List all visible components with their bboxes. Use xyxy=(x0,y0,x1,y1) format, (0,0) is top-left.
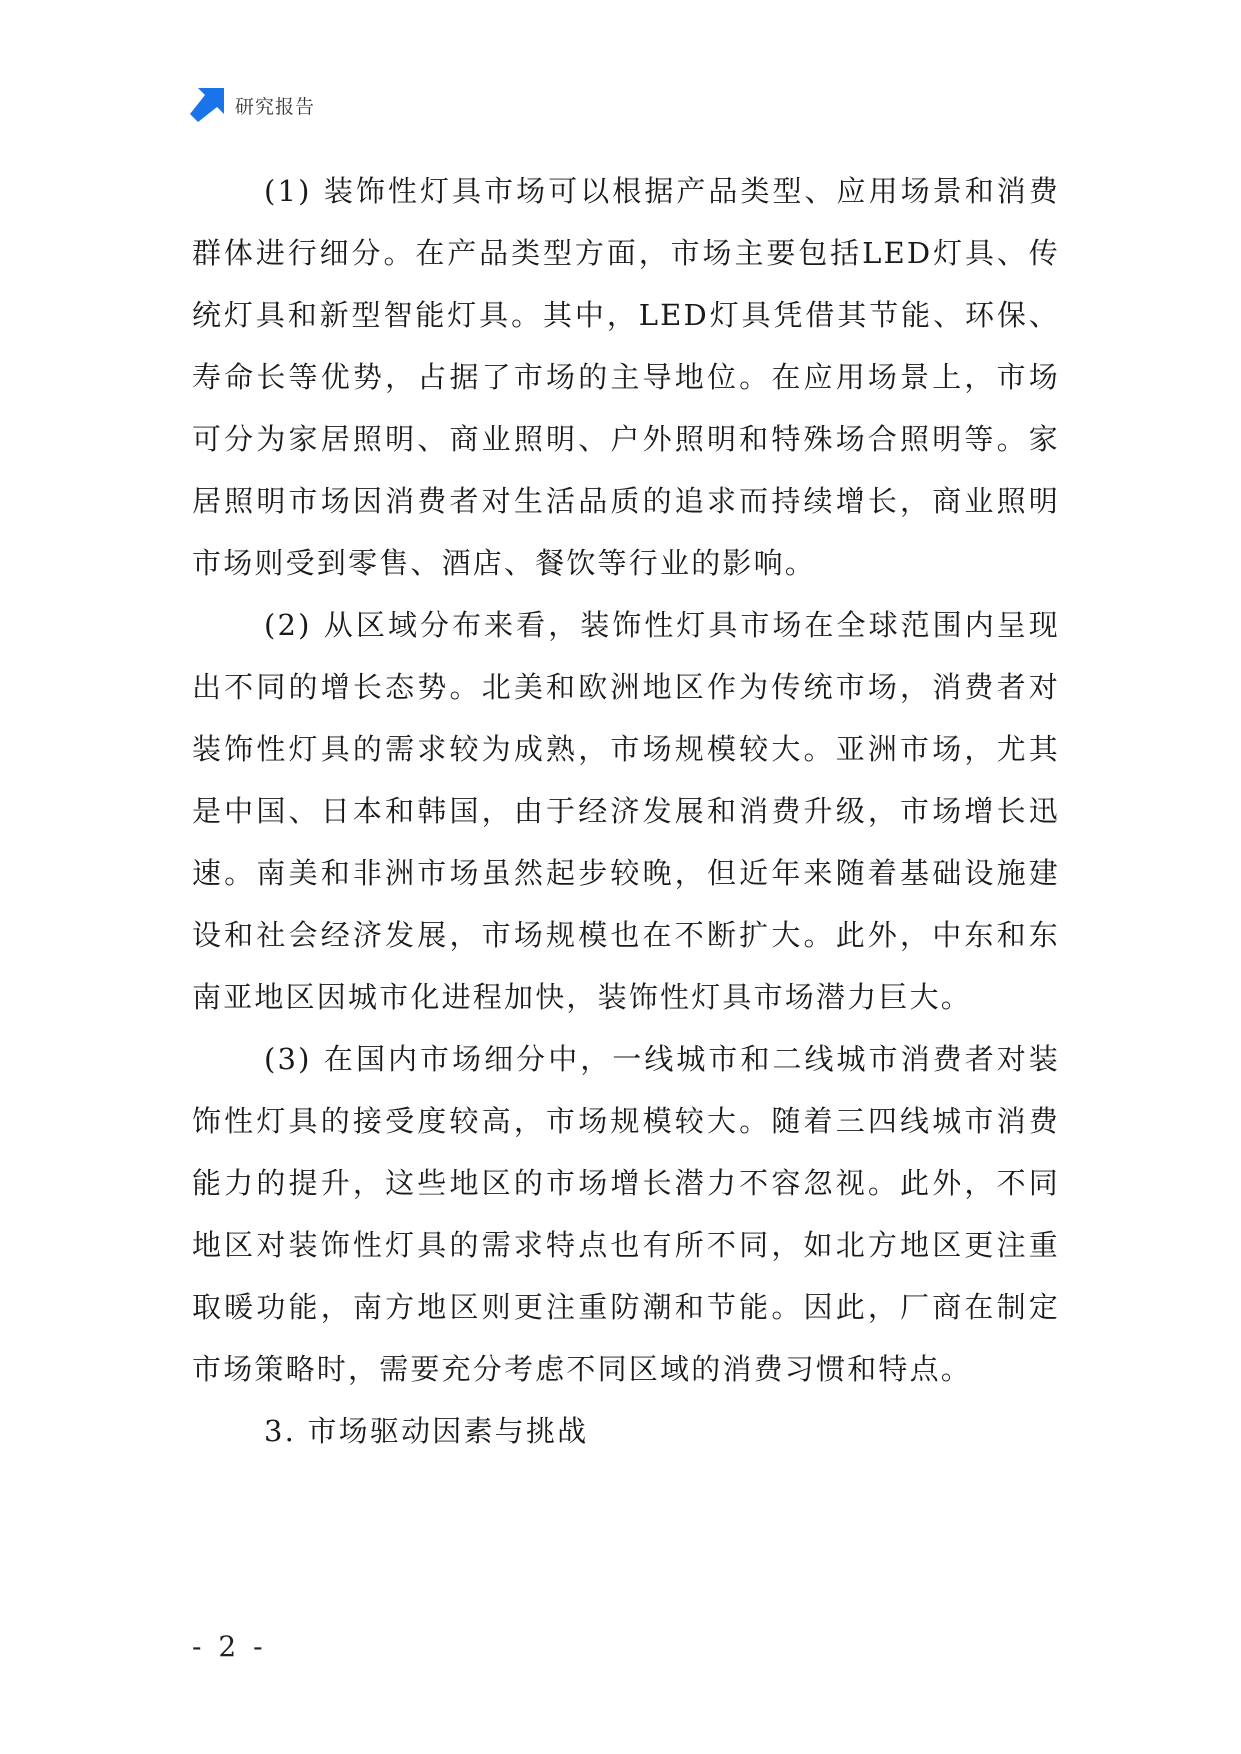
report-title: 研究报告 xyxy=(235,95,316,118)
page-header xyxy=(190,88,315,122)
section-heading: 3. 市场驱动因素与挑战 xyxy=(264,1414,589,1448)
paragraph-2: (2) 从区域分布来看，装饰性灯具市场在全球范围内呈现出不同的增长态势。北美和欧洲地区作为传统市场，消费者对装饰性灯具的需求较为成熟，市场规模较大。亚洲市场，尤其是中国、日本和韩国，由于经济发展和消费升级，市场增长迅速。南美和非洲市场虽然起步较晚，但近年来随着基础设施建设和社会经济发展，市场规模也在不断扩大。此外，中东和东南亚地区因城市化进程加快，装饰性灯具市场潜力巨大。 xyxy=(192,608,1060,1014)
paragraph-3: (3) 在国内市场细分中，一线城市和二线城市消费者对装饰性灯具的接受度较高，市场规模较大。随着三四线城市消费能力的提升，这些地区的市场增长潜力不容忽视。此外，不同地区对装饰性灯具的需求特点也有所不同，如北方地区更注重取暖功能，南方地区则更注重防潮和节能。因此，厂商在制定市场策略时，需要充分考虑不同区域的消费习惯和特点。 xyxy=(192,1042,1060,1386)
arrow-up-right-icon xyxy=(190,88,224,122)
paragraph-1: (1) 装饰性灯具市场可以根据产品类型、应用场景和消费群体进行细分。在产品类型方面，市场主要包括LED灯具、传统灯具和新型智能灯具。其中，LED灯具凭借其节能、环保、寿命长等优势，占据了市场的主导地位。在应用场景上，市场可分为家居照明、商业照明、户外照明和特殊场合照明等。家居照明市场因消费者对生活品质的追求而持续增长，商业照明市场则受到零售、酒店、餐饮等行业的影响。 xyxy=(192,174,1060,580)
document-body xyxy=(192,160,1060,1462)
page-number: - 2 - xyxy=(192,1630,267,1663)
